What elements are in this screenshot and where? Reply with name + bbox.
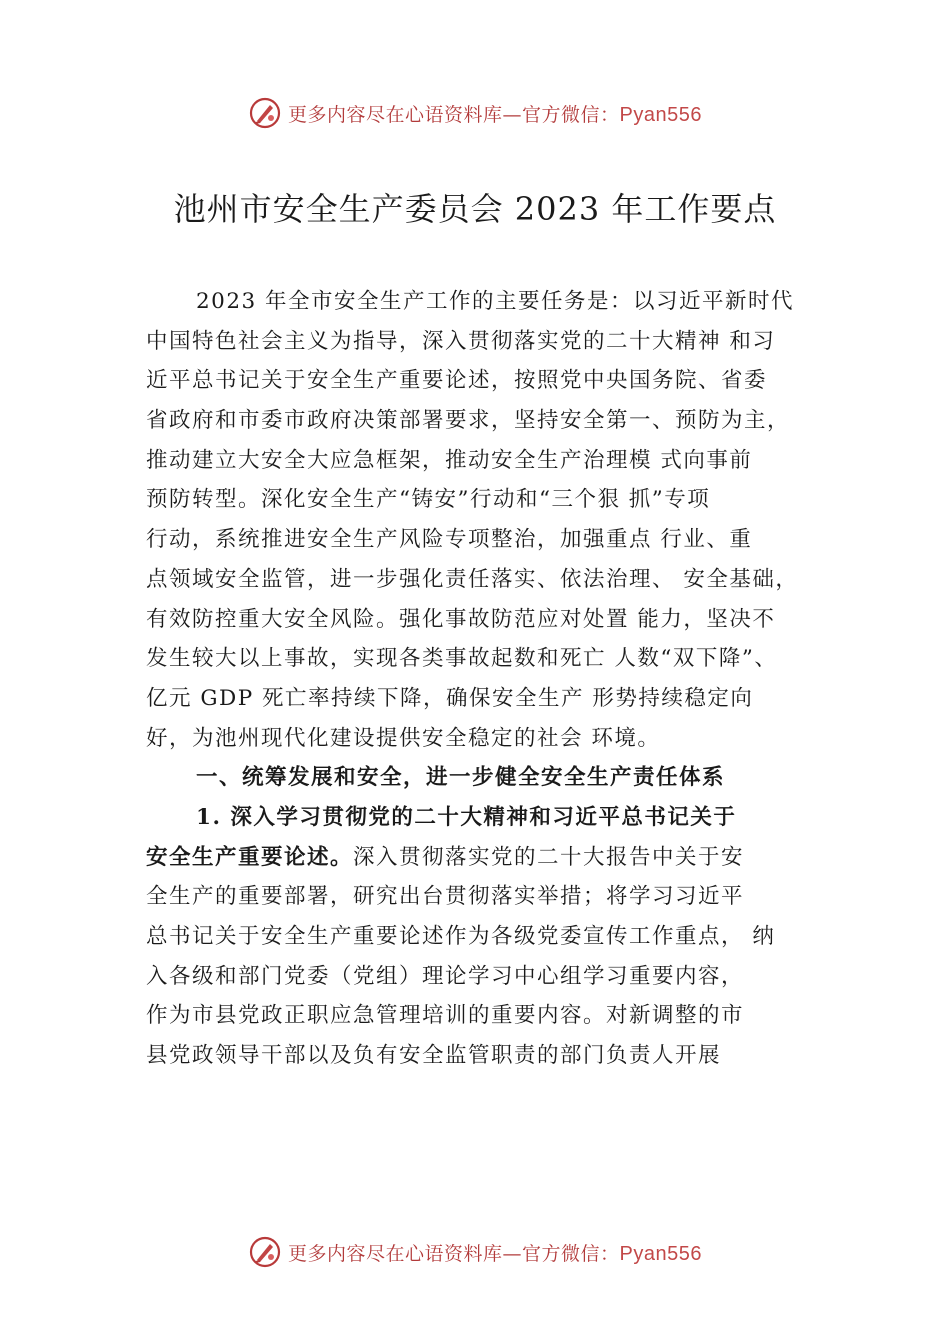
banner-text: 更多内容尽在心语资料库—官方微信：Pyan556 <box>288 103 702 126</box>
header-watermark-banner <box>0 93 950 133</box>
intro-line: 省政府和市委市政府决策部署要求，坚持安全第一、预防为主， <box>146 408 791 434</box>
item-heading: 1. 深入学习贯彻党的二十大精神和习近平总书记关于 <box>196 804 737 830</box>
intro-line: 预防转型。深化安全生产“铸安”行动和“三个狠 抓”专项 <box>146 487 711 513</box>
intro-line: 近平总书记关于安全生产重要论述，按照党中央国务院、省委 <box>146 368 768 394</box>
banner-text: 更多内容尽在心语资料库—官方微信：Pyan556 <box>288 1242 702 1265</box>
quill-logo-icon <box>248 96 282 130</box>
wechat-id: Pyan556 <box>619 1242 702 1265</box>
intro-line: 有效防控重大安全风险。强化事故防范应对处置 能力，坚决不 <box>146 606 776 632</box>
intro-line: 好，为池州现代化建设提供安全稳定的社会 环境。 <box>146 725 661 751</box>
intro-line: 2023 年全市安全生产工作的主要任务是：以习近平新时代 <box>196 289 795 314</box>
wechat-id: Pyan556 <box>619 103 702 126</box>
intro-line: 点领域安全监管，进一步强化责任落实、依法治理、 安全基础， <box>146 566 799 592</box>
intro-line: 亿元 GDP 死亡率持续下降，确保安全生产 形势持续稳定向 <box>146 685 754 711</box>
item-line: 总书记关于安全生产重要论述作为各级党委宣传工作重点， 纳 <box>146 924 776 949</box>
item-text: 深入贯彻落实党的二十大报告中关于安 <box>353 844 745 870</box>
intro-line: 中国特色社会主义为指导，深入贯彻落实党的二十大精神 和习 <box>146 328 776 354</box>
intro-line: 推动建立大安全大应急框架，推动安全生产治理模 式向事前 <box>146 447 753 473</box>
item-heading-end: 安全生产重要论述。 <box>146 844 354 870</box>
intro-line: 发生较大以上事故，实现各类事故起数和死亡 人数“双下降”、 <box>146 646 778 672</box>
intro-line: 行动，系统推进安全生产风险专项整治，加强重点 行业、重 <box>146 527 753 553</box>
quill-logo-icon <box>248 1235 282 1269</box>
item-line: 全生产的重要部署，研究出台贯彻落实举措；将学习习近平 <box>146 884 745 910</box>
document-body <box>146 282 836 1076</box>
footer-watermark-banner <box>0 1232 950 1272</box>
item-line: 作为市县党政正职应急管理培训的重要内容。对新调整的市 <box>146 1003 745 1029</box>
item-line: 县党政领导干部以及负有安全监管职责的部门负责人开展 <box>146 1043 722 1069</box>
document-title: 池州市安全生产委员会 2023 年工作要点 <box>173 190 777 228</box>
item-line: 入各级和部门党委（党组）理论学习中心组学习重要内容， <box>146 963 745 989</box>
section-heading: 一、统筹发展和安全，进一步健全安全生产责任体系 <box>196 765 726 791</box>
item-line <box>146 838 836 878</box>
